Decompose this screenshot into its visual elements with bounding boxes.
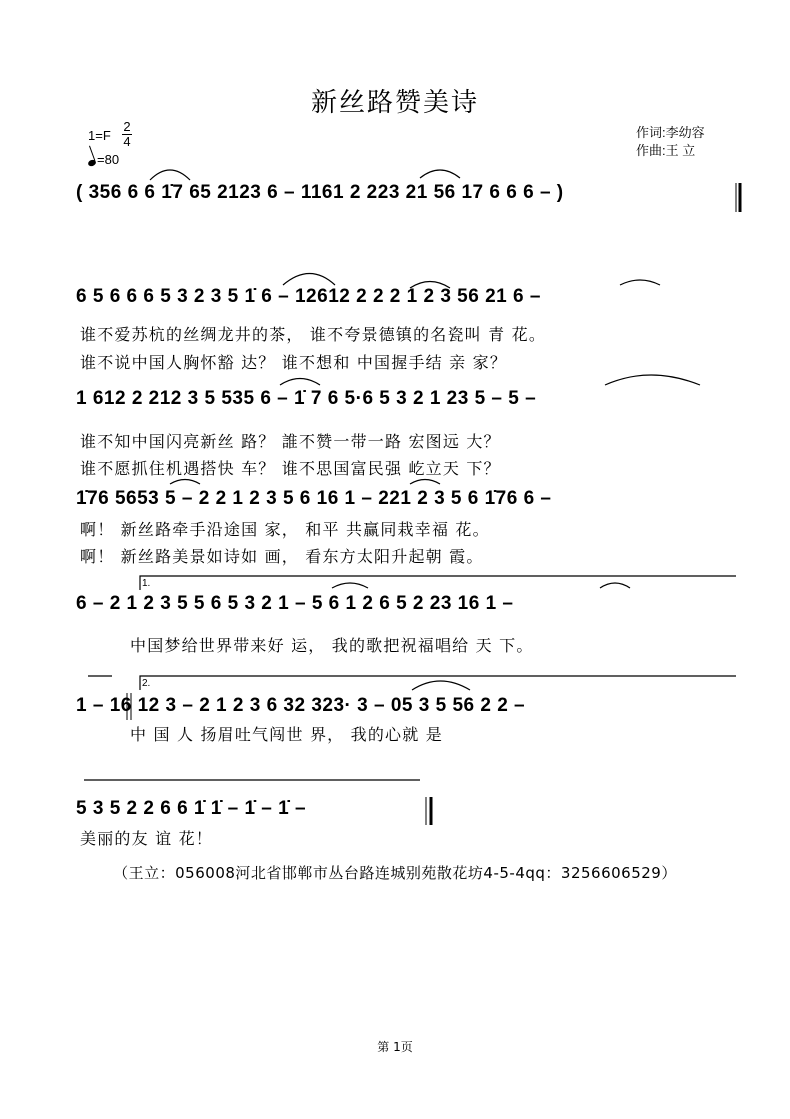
contact-footer: （王立：056008河北省邯郸市丛台路连城别苑散花坊4-5-4qq：3256606529） — [113, 864, 677, 882]
lyricist: 作词:李幼容 — [636, 125, 705, 140]
composer: 作曲:王 立 — [636, 143, 696, 158]
lyric-line-3b: 啊！ 新丝路美景如诗如 画， 看东方太阳升起朝 霞。 — [80, 547, 484, 566]
lyric-line-5: 中 国 人 扬眉吐气闯世 界， 我的心就 是 — [130, 725, 443, 744]
score-line-6: 5 3 5 2 2 6 6 1̇ 1̇ – 1̇ – 1̇ – — [76, 798, 307, 819]
volta-2-label: 2. — [142, 678, 151, 689]
lyric-line-4: 中国梦给世界带来好 运， 我的歌把祝福唱给 天 下。 — [130, 636, 534, 655]
time-signature-bottom: 4 — [123, 134, 131, 149]
volta-1-label: 1. — [142, 578, 151, 589]
lyric-line-1b: 谁不说中国人胸怀豁 达？ 谁不想和 中国握手结 亲 家？ — [80, 353, 508, 372]
lyric-line-2b: 谁不愿抓住机遇搭快 车？ 谁不思国富民强 屹立天 下？ — [80, 459, 501, 478]
score-line-intro: ( 356 6 6 1̇7 65 2123 6 – 1161 2 223 21 56 17 6 6 6 – ) — [76, 182, 564, 203]
time-signature-top: 2 — [123, 119, 131, 134]
score-line-4: 6 – 2 1 2 3 5 5 6 5 3 2 1 – 5 6 1 2 6 5 2 23 16 1 – — [76, 593, 514, 614]
tempo-value: =80 — [97, 152, 120, 167]
score-line-2: 1 612 2 212 3 5 535 6 – 1̇ 7 6 5·6 5 3 2 1 23 5 – 5 – — [76, 388, 537, 409]
score-line-3: 1̇76 5653 5 – 2 2 1 2 3 5 6 16 1 – 221 2 3 5 6 1̇76 6 – — [76, 488, 552, 509]
lyric-line-6: 美丽的友 谊 花！ — [80, 829, 213, 848]
page-number: 第 1页 — [377, 1040, 413, 1054]
key-signature: 1=F — [88, 128, 111, 143]
lyric-line-3a: 啊！ 新丝路牵手沿途国 家， 和平 共赢同栽幸福 花。 — [80, 520, 490, 539]
lyric-line-1a: 谁不爱苏杭的丝绸龙井的茶， 谁不夸景德镇的名瓷叫 青 花。 — [80, 325, 547, 344]
score-line-1: 6 5 6 6 6 5 3 2 3 5 1̇ 6 – 12612 2 2 2 1 2 3 56 21 6 – — [76, 286, 541, 307]
song-title: 新丝路赞美诗 — [310, 88, 479, 118]
score-line-5: 1 – 16 12 3 – 2 1 2 3 6 32 323· 3 – 05 3 5 56 2 2 – — [76, 695, 526, 716]
lyric-line-2a: 谁不知中国闪亮新丝 路？ 誰不赞一带一路 宏图远 大？ — [80, 432, 501, 451]
